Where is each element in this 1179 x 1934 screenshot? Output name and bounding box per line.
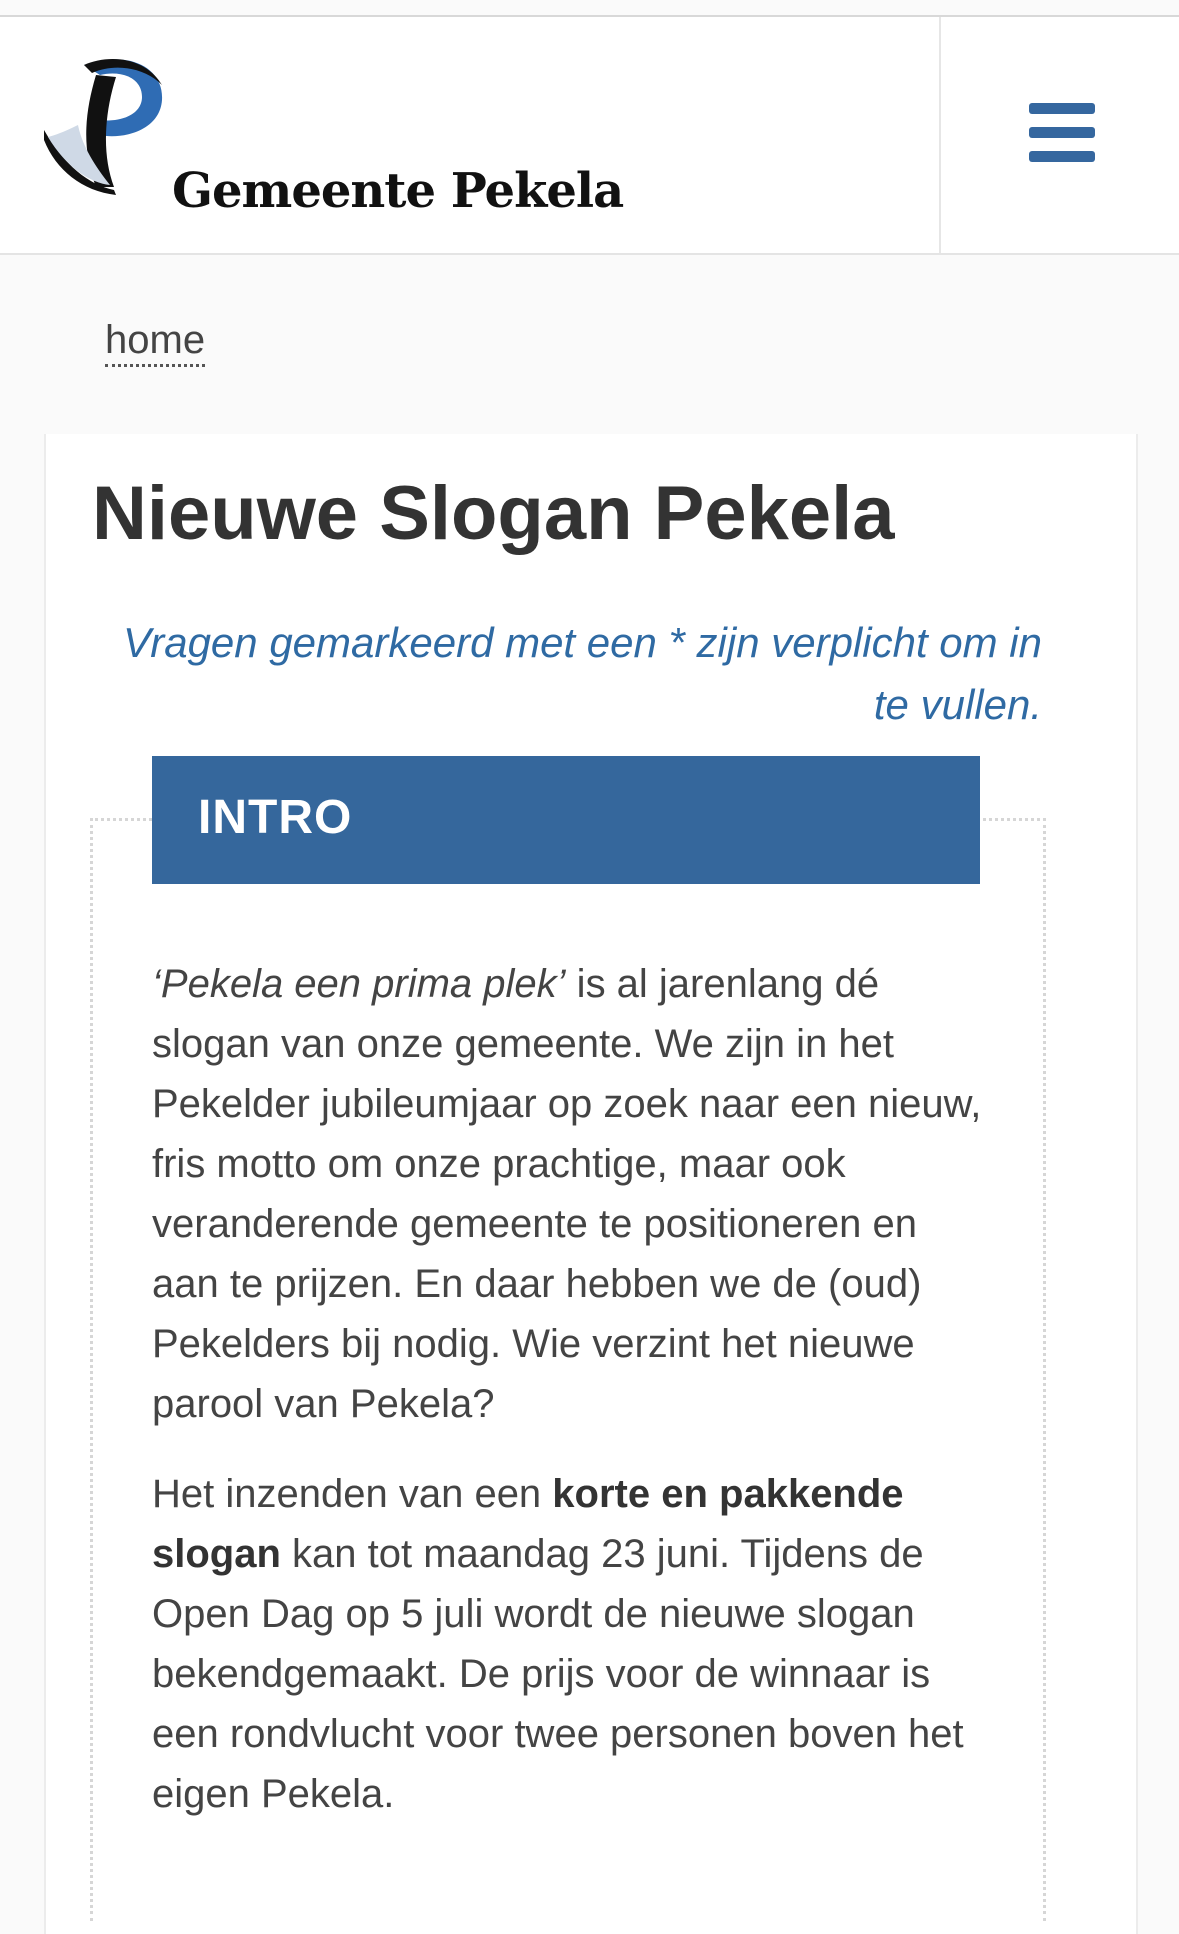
menu-cell <box>939 17 1179 253</box>
page-title: Nieuwe Slogan Pekela <box>92 471 895 556</box>
breadcrumb-home-link[interactable]: home <box>105 318 205 367</box>
breadcrumb <box>105 318 205 363</box>
gemeente-pekela-logo[interactable] <box>44 45 624 219</box>
section-header-label: INTRO <box>198 791 353 844</box>
intro-paragraph-2: Het inzenden van een korte en pakkende slogan kan tot maandag 23 juni. Tijdens de Open Dag op 5 juli wordt de nieuwe slogan bekendgemaakt. De prijs voor de winnaar is een rondvlucht voor twee personen boven het eigen Pekela. <box>152 1472 964 1816</box>
site-header <box>0 17 1179 255</box>
menu-bar-bottom <box>1029 151 1095 162</box>
menu-bar-middle <box>1029 127 1095 138</box>
section-header-intro <box>152 756 980 884</box>
intro-text <box>152 954 992 1854</box>
required-fields-note: Vragen gemarkeerd met een * zijn verplicht om in te vullen. <box>122 619 1042 728</box>
hamburger-menu-icon[interactable] <box>1029 103 1095 163</box>
logo-text: Gemeente Pekela <box>172 163 624 219</box>
slogan-quote: ‘Pekela een prima plek’ <box>152 962 566 1006</box>
intro-paragraph-1: ‘Pekela een prima plek’ is al jarenlang dé slogan van onze gemeente. We zijn in het Pekelder jubileumjaar op zoek naar een nieuw, fris motto om onze prachtige, maar ook veranderende gemeente te positioneren en aan te prijzen. En daar hebben we de (oud) Pekelders bij nodig. Wie verzint het nieuwe parool van Pekela? <box>152 962 982 1426</box>
menu-bar-top <box>1029 103 1095 114</box>
emphasis-text: korte en pakkende slogan <box>152 1472 904 1576</box>
